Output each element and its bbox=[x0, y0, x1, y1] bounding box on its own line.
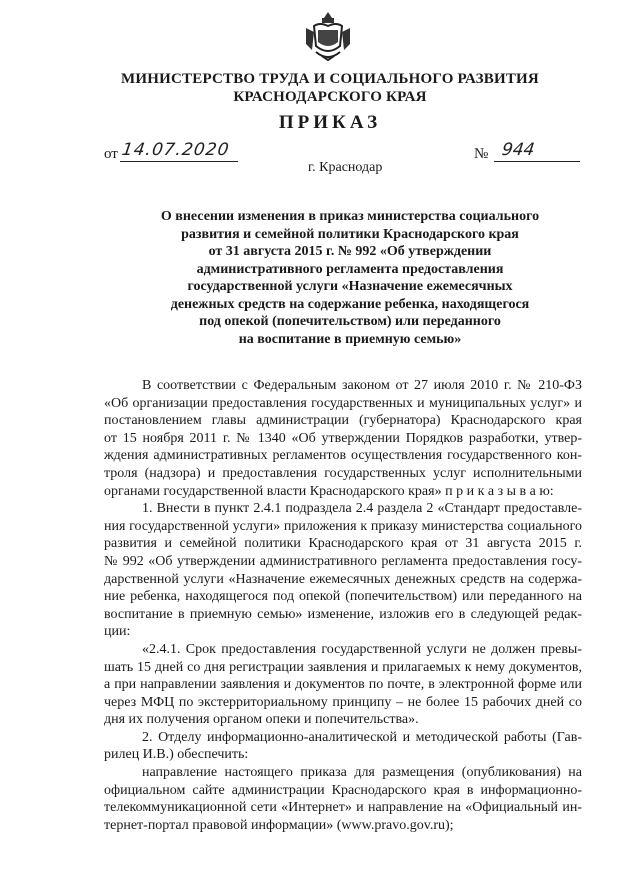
subject-line: под опекой (попечительством) или переданного bbox=[199, 314, 501, 329]
body-text-line: В соответствии с Федеральным законом от 27 июля 2010 г. № 210-ФЗ bbox=[142, 378, 582, 393]
body-text-line: официальном сайте администрации Краснодарского края в информационно- bbox=[104, 782, 582, 798]
body-text-line: дарственной услуги «Назначение ежемесячных денежных средств на содержа- bbox=[104, 571, 582, 587]
city: г. Краснодар bbox=[308, 160, 383, 175]
body-text-line: телекоммуникационной сети «Интернет» и направление на «Официальный ин- bbox=[104, 800, 582, 816]
body-text-line: дня их получения органом опеки и попечительства». bbox=[104, 712, 419, 728]
body-text-line: троля (надзора) и предоставления государственных услуг исполнительными bbox=[104, 465, 582, 481]
subject-line: О внесении изменения в приказ министерства социального bbox=[160, 209, 540, 224]
body-text-line: «2.4.1. Срок предоставления государственной услуги не должен превы- bbox=[142, 641, 582, 657]
krasnodar-coat-of-arms-icon bbox=[300, 8, 356, 64]
body-text-line: 2. Отделу информационно-аналитической и методической работы (Гав- bbox=[142, 729, 582, 745]
number-label: № bbox=[474, 146, 489, 162]
body-text-line: № 992 «Об утверждении административного регламента предоставления госу- bbox=[104, 553, 582, 569]
body-text-line: развития и семейной политики Краснодарского края от 31 августа 2015 г. bbox=[104, 536, 582, 552]
handwritten-number: 944 bbox=[500, 140, 536, 160]
subject-line: развития и семейной политики Краснодарского края bbox=[181, 226, 519, 242]
ministry-name bbox=[120, 70, 540, 106]
body-text-line: органами государственной власти Краснодарского края» п р и к а з ы в а ю: bbox=[104, 483, 554, 499]
order-subject bbox=[140, 208, 560, 348]
body-text-line: ции: bbox=[104, 624, 131, 640]
number-underline bbox=[494, 161, 580, 162]
date-underline bbox=[120, 161, 238, 162]
subject-line: денежных средств на содержание ребенка, находящегося bbox=[170, 296, 530, 312]
body-text-line: «Об организации предоставления государственных и муниципальных услуг» и bbox=[104, 395, 582, 411]
body-text-line: постановлением главы администрации (губернатора) Краснодарского края bbox=[104, 413, 582, 429]
body-text-line: тернет-портал правовой информации» (www.pravo.gov.ru); bbox=[104, 817, 454, 833]
ministry-line-1: МИНИСТЕРСТВО ТРУДА И СОЦИАЛЬНОГО РАЗВИТИЯ bbox=[121, 71, 539, 87]
subject-line: государственной услуги «Назначение ежемесячных bbox=[187, 279, 513, 294]
subject-line: от 31 августа 2015 г. № 992 «Об утверждении bbox=[208, 244, 492, 259]
body-text-line: ния государственной услуги» приложения к приказу министерства социального bbox=[104, 518, 582, 534]
body-text-line: рилец И.В.) обеспечить: bbox=[104, 747, 249, 763]
order-body bbox=[104, 377, 582, 834]
subject-line: административного регламента предоставления bbox=[196, 261, 504, 277]
body-text-line: 1. Внести в пункт 2.4.1 подраздела 2.4 раздела 2 «Стандарт предоставле- bbox=[142, 501, 582, 517]
document-type-title: ПРИКАЗ bbox=[278, 112, 382, 133]
body-text-line: шать 15 дней со дня регистрации заявления и прилагаемых к нему документов, bbox=[104, 659, 582, 675]
body-text-line: направление настоящего приказа для размещения (опубликования) на bbox=[142, 765, 582, 781]
body-text-line: ние ребенка, находящегося под опекой (попечительством) или переданного на bbox=[104, 589, 582, 605]
subject-line: на воспитание в приемную семью» bbox=[238, 331, 462, 347]
body-text-line: от 15 ноября 2011 г. № 1340 «Об утверждении Порядков разработки, утвер- bbox=[104, 430, 582, 446]
date-label: от bbox=[104, 146, 118, 162]
body-text-line: ждения административных регламентов осуществления государственного кон- bbox=[104, 448, 582, 464]
ministry-line-2: КРАСНОДАРСКОГО КРАЯ bbox=[233, 89, 427, 105]
body-text-line: воспитание в приемную семью» изменение, изложив его в следующей редак- bbox=[104, 606, 582, 622]
handwritten-date: 14.07.2020 bbox=[120, 140, 231, 160]
body-text-line: а при направлении заявления и документов по почте, в электронной форме или bbox=[104, 677, 582, 693]
body-text-line: через МФЦ по экстерриториальному принципу – не более 15 рабочих дней со bbox=[104, 694, 582, 710]
